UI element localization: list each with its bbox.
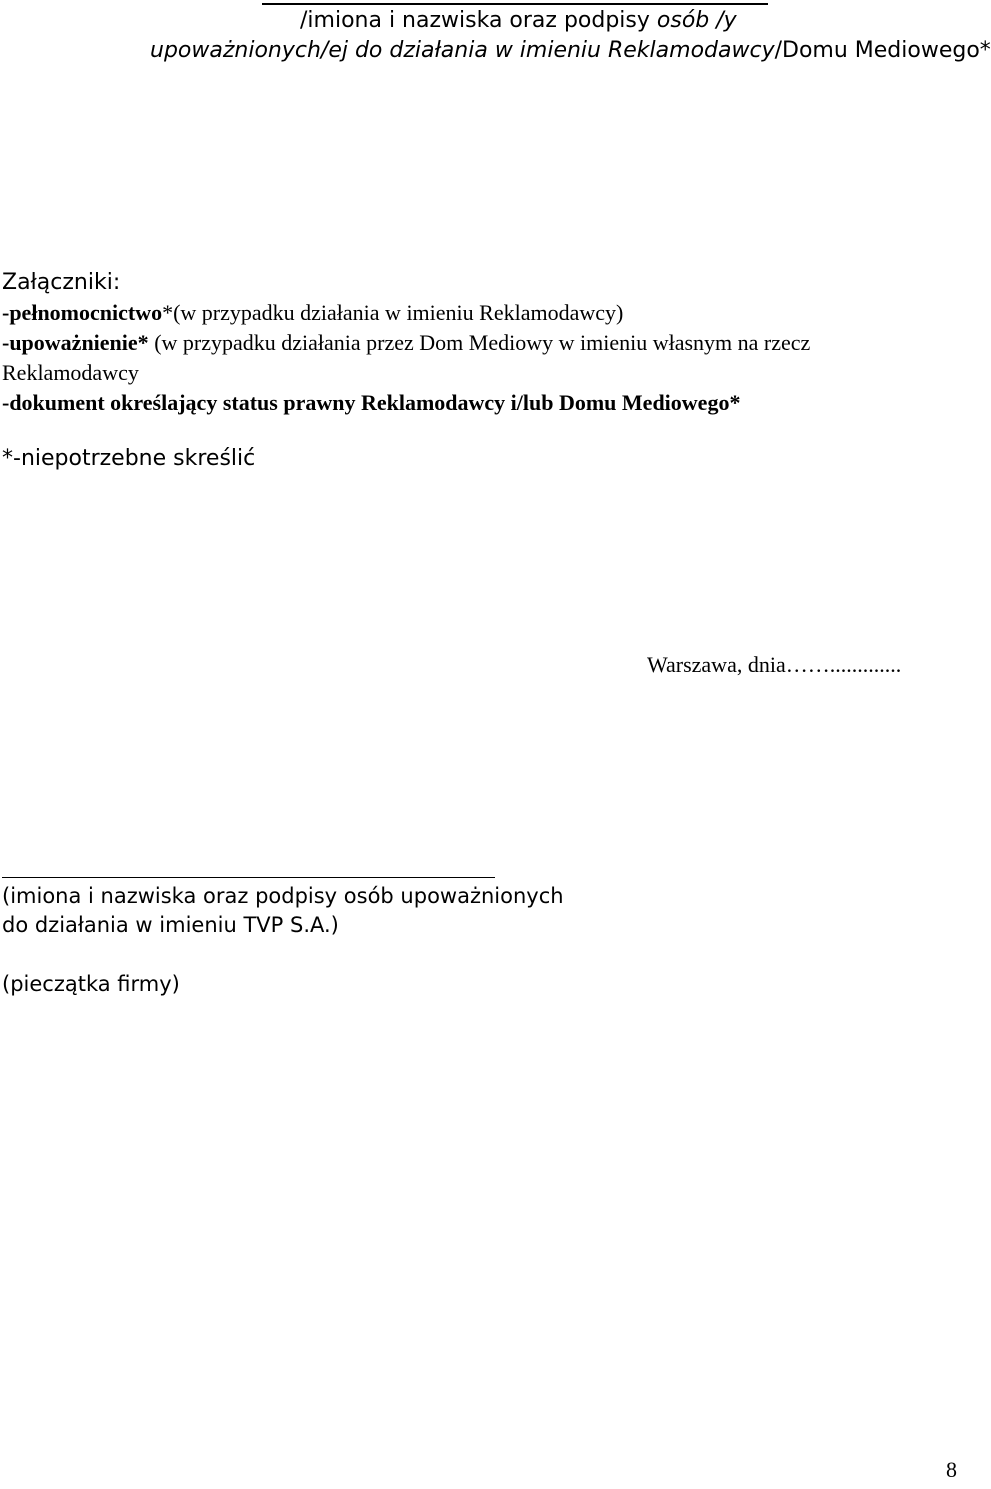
attachment-item-title: -pełnomocnictwo <box>2 300 163 325</box>
top-signature-line <box>262 3 768 5</box>
tvp-signature-caption-line1: (imiona i nazwiska oraz podpisy osób upoważnionych <box>2 884 564 908</box>
attachment-item-desc: (w przypadku działania przez Dom Mediowy w imieniu własnym na rzecz <box>148 330 811 355</box>
page-number: 8 <box>946 1457 957 1482</box>
attachments-section <box>2 268 810 418</box>
caption-italic: upoważnionych/ej do działania w imieniu Reklamodawcy <box>150 38 775 63</box>
footnote-strike-out: *-niepotrzebne skreślić <box>2 446 256 471</box>
tvp-signature-line <box>2 877 495 878</box>
attachment-item-continuation: Reklamodawcy <box>2 360 139 385</box>
top-signature-caption-line1 <box>300 10 737 32</box>
top-signature-caption-line2 <box>150 40 991 62</box>
date-line: Warszawa, dnia……............. <box>647 652 902 677</box>
attachment-item-power-of-attorney <box>2 298 810 328</box>
caption-text: /Domu Mediowego* <box>774 38 991 63</box>
attachment-item-legal-status: -dokument określający status prawny Reklamodawcy i/lub Domu Mediowego* <box>2 390 741 415</box>
attachment-item-desc: *(w przypadku działania w imieniu Reklamodawcy) <box>162 300 624 325</box>
attachment-item-title: -upoważnienie* <box>2 330 149 355</box>
company-stamp-label: (pieczątka firmy) <box>2 972 180 996</box>
attachments-heading: Załączniki: <box>2 270 121 295</box>
caption-italic: osób /y <box>656 8 737 33</box>
attachment-item-authorization <box>2 328 810 358</box>
tvp-signature-caption-line2: do działania w imieniu TVP S.A.) <box>2 913 339 937</box>
caption-text: /imiona i nazwiska oraz podpisy <box>300 8 657 33</box>
